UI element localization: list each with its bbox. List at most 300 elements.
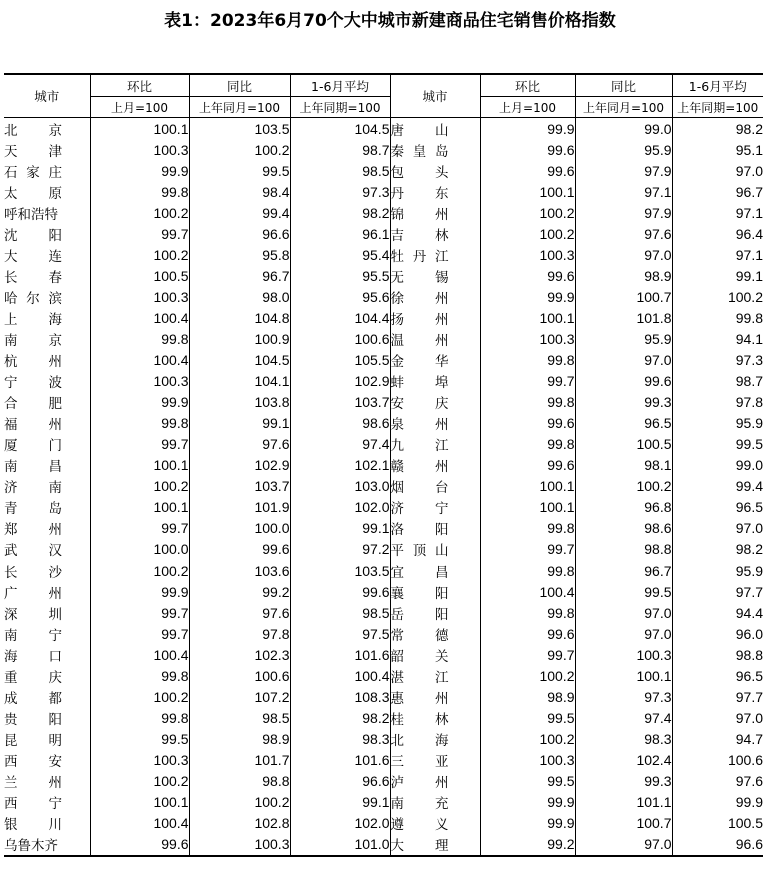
avg-right-value: 95.1 bbox=[735, 141, 763, 158]
mom-left-value: 100.2 bbox=[90, 686, 189, 707]
city-cell bbox=[4, 623, 90, 644]
yoy-left-value: 102.3 bbox=[189, 644, 290, 665]
city-cell bbox=[390, 728, 480, 749]
avg-right-value: 99.1 bbox=[735, 267, 763, 284]
city-cell bbox=[4, 792, 90, 813]
avg-right-value: 98.8 bbox=[735, 646, 763, 663]
mom-left-value: 100.1 bbox=[90, 497, 189, 518]
city-name: 大理 bbox=[390, 838, 449, 855]
avg-right-value: 94.1 bbox=[735, 330, 763, 347]
table-title: 表1：2023年6月70个大中城市新建商品住宅销售价格指数 bbox=[164, 11, 616, 31]
yoy-right-value: 99.3 bbox=[575, 770, 672, 791]
mom-right-value: 99.5 bbox=[480, 707, 575, 728]
header-city-right: 城市 bbox=[390, 74, 480, 118]
table-row bbox=[4, 813, 763, 834]
mom-left-value: 100.2 bbox=[90, 202, 189, 223]
yoy-left-value: 103.5 bbox=[189, 118, 290, 140]
table-row bbox=[4, 286, 763, 307]
city-cell bbox=[4, 686, 90, 707]
avg-left-value: 104.5 bbox=[290, 118, 390, 140]
city-name: 哈尔滨 bbox=[4, 290, 62, 307]
mom-left-value: 99.8 bbox=[90, 181, 189, 202]
city-cell bbox=[390, 307, 480, 328]
city-name: 合肥 bbox=[4, 396, 62, 413]
city-cell bbox=[390, 160, 480, 181]
yoy-right-value: 99.5 bbox=[575, 581, 672, 602]
city-cell bbox=[4, 770, 90, 791]
avg-left-value: 99.1 bbox=[290, 518, 390, 539]
mom-left-value: 99.6 bbox=[90, 834, 189, 856]
avg-right-value: 98.2 bbox=[735, 541, 763, 558]
city-cell bbox=[390, 118, 480, 140]
city-name: 福州 bbox=[4, 417, 62, 434]
city-cell bbox=[390, 181, 480, 202]
yoy-right-value: 98.1 bbox=[575, 455, 672, 476]
city-name: 锦州 bbox=[390, 206, 449, 223]
city-cell bbox=[4, 118, 90, 140]
header-mom-right: 环比 bbox=[480, 74, 575, 97]
header-mom-left: 环比 bbox=[90, 74, 189, 97]
avg-right-value: 97.7 bbox=[735, 583, 763, 600]
yoy-right-value: 99.6 bbox=[575, 371, 672, 392]
yoy-right-value: 97.0 bbox=[575, 244, 672, 265]
yoy-right-value: 97.0 bbox=[575, 834, 672, 856]
city-name: 唐山 bbox=[390, 122, 449, 139]
avg-right-value: 96.5 bbox=[735, 499, 763, 516]
city-cell bbox=[390, 602, 480, 623]
city-name: 牡丹江 bbox=[390, 248, 449, 265]
yoy-left-value: 99.4 bbox=[189, 202, 290, 223]
yoy-left-value: 99.2 bbox=[189, 581, 290, 602]
yoy-left-value: 101.9 bbox=[189, 497, 290, 518]
city-name: 大连 bbox=[4, 248, 62, 265]
yoy-left-value: 97.8 bbox=[189, 623, 290, 644]
yoy-right-value: 98.6 bbox=[575, 518, 672, 539]
city-name: 宜昌 bbox=[390, 564, 449, 581]
city-name: 上海 bbox=[4, 311, 62, 328]
yoy-left-value: 96.7 bbox=[189, 265, 290, 286]
city-name: 南充 bbox=[390, 796, 449, 813]
table-row bbox=[4, 707, 763, 728]
table-row bbox=[4, 581, 763, 602]
avg-left-value: 102.0 bbox=[290, 813, 390, 834]
city-cell bbox=[4, 328, 90, 349]
city-name: 襄阳 bbox=[390, 585, 449, 602]
city-name: 昆明 bbox=[4, 732, 62, 749]
city-cell bbox=[4, 350, 90, 371]
city-name: 烟台 bbox=[390, 480, 449, 497]
avg-left-value: 102.9 bbox=[290, 371, 390, 392]
yoy-right-value: 100.7 bbox=[575, 813, 672, 834]
yoy-right-value: 100.5 bbox=[575, 434, 672, 455]
mom-right-value: 100.2 bbox=[480, 728, 575, 749]
table-row bbox=[4, 328, 763, 349]
yoy-left-value: 98.5 bbox=[189, 707, 290, 728]
city-cell bbox=[390, 560, 480, 581]
city-name: 金华 bbox=[390, 354, 449, 371]
city-cell bbox=[4, 413, 90, 434]
mom-left-value: 99.5 bbox=[90, 728, 189, 749]
yoy-left-value: 100.6 bbox=[189, 665, 290, 686]
yoy-right-value: 99.0 bbox=[575, 118, 672, 140]
city-cell bbox=[4, 160, 90, 181]
header-mom-base-left: 上月=100 bbox=[90, 97, 189, 118]
city-name: 丹东 bbox=[390, 185, 449, 202]
yoy-right-value: 101.1 bbox=[575, 792, 672, 813]
yoy-left-value: 98.0 bbox=[189, 286, 290, 307]
city-name: 遵义 bbox=[390, 817, 449, 834]
avg-right-value: 97.1 bbox=[735, 246, 763, 263]
city-name: 武汉 bbox=[4, 543, 62, 560]
table-row bbox=[4, 434, 763, 455]
avg-right-value: 100.6 bbox=[727, 751, 763, 768]
yoy-right-value: 96.5 bbox=[575, 413, 672, 434]
mom-right-value: 99.6 bbox=[480, 623, 575, 644]
city-cell bbox=[390, 476, 480, 497]
city-name: 桂林 bbox=[390, 711, 449, 728]
mom-left-value: 99.8 bbox=[90, 707, 189, 728]
avg-left-value: 108.3 bbox=[290, 686, 390, 707]
avg-left-value: 103.5 bbox=[290, 560, 390, 581]
yoy-left-value: 100.2 bbox=[189, 792, 290, 813]
city-cell bbox=[4, 834, 90, 856]
avg-right-value: 96.0 bbox=[735, 625, 763, 642]
avg-left-value: 97.2 bbox=[290, 539, 390, 560]
city-cell bbox=[390, 518, 480, 539]
mom-left-value: 99.7 bbox=[90, 602, 189, 623]
mom-right-value: 100.1 bbox=[480, 476, 575, 497]
mom-right-value: 98.9 bbox=[480, 686, 575, 707]
table-row bbox=[4, 202, 763, 223]
city-cell bbox=[390, 286, 480, 307]
avg-right-value: 97.6 bbox=[735, 772, 763, 789]
header-city-left: 城市 bbox=[4, 74, 90, 118]
yoy-left-value: 95.8 bbox=[189, 244, 290, 265]
yoy-left-value: 96.6 bbox=[189, 223, 290, 244]
mom-right-value: 99.6 bbox=[480, 265, 575, 286]
mom-left-value: 99.9 bbox=[90, 581, 189, 602]
city-name: 呼和浩特 bbox=[4, 206, 58, 223]
city-cell bbox=[390, 328, 480, 349]
yoy-right-value: 97.0 bbox=[575, 623, 672, 644]
city-cell bbox=[4, 560, 90, 581]
mom-right-value: 99.9 bbox=[480, 118, 575, 140]
city-cell bbox=[4, 265, 90, 286]
avg-right-value: 100.5 bbox=[727, 815, 763, 832]
city-name: 吉林 bbox=[390, 227, 449, 244]
table-row bbox=[4, 265, 763, 286]
table-row bbox=[4, 371, 763, 392]
city-cell bbox=[4, 371, 90, 392]
city-cell bbox=[390, 834, 480, 856]
avg-left-value: 95.6 bbox=[290, 286, 390, 307]
yoy-right-value: 99.3 bbox=[575, 392, 672, 413]
avg-left-value: 101.6 bbox=[290, 749, 390, 770]
city-cell bbox=[390, 644, 480, 665]
avg-right-value: 99.0 bbox=[735, 457, 763, 474]
city-name: 扬州 bbox=[390, 311, 449, 328]
city-cell bbox=[390, 497, 480, 518]
yoy-right-value: 98.8 bbox=[575, 539, 672, 560]
mom-left-value: 99.9 bbox=[90, 392, 189, 413]
price-index-table bbox=[4, 73, 763, 857]
yoy-left-value: 97.6 bbox=[189, 602, 290, 623]
city-cell bbox=[4, 602, 90, 623]
yoy-left-value: 107.2 bbox=[189, 686, 290, 707]
city-cell bbox=[4, 139, 90, 160]
mom-right-value: 100.2 bbox=[480, 665, 575, 686]
city-cell bbox=[390, 392, 480, 413]
yoy-left-value: 102.8 bbox=[189, 813, 290, 834]
city-name: 北京 bbox=[4, 122, 62, 139]
city-name: 青岛 bbox=[4, 501, 62, 518]
city-name: 长春 bbox=[4, 269, 62, 286]
avg-right-value: 97.8 bbox=[735, 394, 763, 411]
mom-left-value: 99.8 bbox=[90, 328, 189, 349]
avg-left-value: 102.1 bbox=[290, 455, 390, 476]
mom-left-value: 99.7 bbox=[90, 434, 189, 455]
city-cell bbox=[4, 307, 90, 328]
mom-right-value: 99.2 bbox=[480, 834, 575, 856]
yoy-right-value: 96.7 bbox=[575, 560, 672, 581]
mom-left-value: 100.2 bbox=[90, 770, 189, 791]
yoy-left-value: 99.1 bbox=[189, 413, 290, 434]
city-cell bbox=[4, 813, 90, 834]
city-name: 平顶山 bbox=[390, 543, 449, 560]
mom-left-value: 99.9 bbox=[90, 160, 189, 181]
city-cell bbox=[4, 181, 90, 202]
yoy-left-value: 103.7 bbox=[189, 476, 290, 497]
yoy-right-value: 98.3 bbox=[575, 728, 672, 749]
city-name: 常德 bbox=[390, 627, 449, 644]
yoy-right-value: 100.7 bbox=[575, 286, 672, 307]
city-name: 乌鲁木齐 bbox=[4, 838, 58, 855]
avg-right-value: 97.0 bbox=[735, 162, 763, 179]
city-name: 赣州 bbox=[390, 459, 449, 476]
city-name: 无锡 bbox=[390, 269, 449, 286]
yoy-left-value: 104.8 bbox=[189, 307, 290, 328]
city-cell bbox=[390, 139, 480, 160]
yoy-right-value: 100.2 bbox=[575, 476, 672, 497]
city-cell bbox=[4, 202, 90, 223]
mom-left-value: 100.3 bbox=[90, 371, 189, 392]
table-row bbox=[4, 623, 763, 644]
table-row bbox=[4, 244, 763, 265]
yoy-right-value: 97.0 bbox=[575, 350, 672, 371]
yoy-left-value: 100.0 bbox=[189, 518, 290, 539]
yoy-left-value: 99.5 bbox=[189, 160, 290, 181]
mom-left-value: 100.4 bbox=[90, 307, 189, 328]
city-name: 兰州 bbox=[4, 774, 62, 791]
yoy-right-value: 97.4 bbox=[575, 707, 672, 728]
mom-right-value: 99.8 bbox=[480, 602, 575, 623]
city-cell bbox=[390, 539, 480, 560]
city-name: 岳阳 bbox=[390, 606, 449, 623]
mom-left-value: 99.7 bbox=[90, 518, 189, 539]
header-yoy-right: 同比 bbox=[575, 74, 672, 97]
city-name: 郑州 bbox=[4, 522, 62, 539]
mom-right-value: 99.6 bbox=[480, 455, 575, 476]
avg-right-value: 97.0 bbox=[735, 709, 763, 726]
yoy-left-value: 103.8 bbox=[189, 392, 290, 413]
avg-right-value: 98.2 bbox=[735, 120, 763, 137]
city-name: 西安 bbox=[4, 753, 62, 770]
table-row bbox=[4, 392, 763, 413]
city-cell bbox=[4, 434, 90, 455]
city-name: 广州 bbox=[4, 585, 62, 602]
mom-right-value: 100.1 bbox=[480, 307, 575, 328]
table-row bbox=[4, 560, 763, 581]
yoy-right-value: 100.1 bbox=[575, 665, 672, 686]
city-cell bbox=[390, 749, 480, 770]
avg-right-value: 99.4 bbox=[735, 478, 763, 495]
city-name: 贵阳 bbox=[4, 711, 62, 728]
avg-right-value: 98.7 bbox=[735, 373, 763, 390]
city-cell bbox=[390, 202, 480, 223]
yoy-right-value: 95.9 bbox=[575, 139, 672, 160]
table-row bbox=[4, 497, 763, 518]
yoy-left-value: 104.1 bbox=[189, 371, 290, 392]
mom-right-value: 100.1 bbox=[480, 497, 575, 518]
city-cell bbox=[4, 497, 90, 518]
table-row bbox=[4, 223, 763, 244]
yoy-right-value: 97.9 bbox=[575, 202, 672, 223]
table-row bbox=[4, 834, 763, 856]
avg-left-value: 98.7 bbox=[290, 139, 390, 160]
city-cell bbox=[4, 707, 90, 728]
avg-left-value: 103.0 bbox=[290, 476, 390, 497]
city-name: 徐州 bbox=[390, 290, 449, 307]
table-row bbox=[4, 792, 763, 813]
city-name: 西宁 bbox=[4, 796, 62, 813]
avg-right-value: 95.9 bbox=[735, 415, 763, 432]
yoy-left-value: 98.9 bbox=[189, 728, 290, 749]
mom-right-value: 99.9 bbox=[480, 792, 575, 813]
mom-left-value: 100.3 bbox=[90, 286, 189, 307]
yoy-right-value: 97.0 bbox=[575, 602, 672, 623]
avg-right-value: 99.9 bbox=[735, 794, 763, 811]
city-name: 北海 bbox=[390, 732, 449, 749]
city-cell bbox=[390, 455, 480, 476]
city-cell bbox=[4, 518, 90, 539]
yoy-left-value: 100.3 bbox=[189, 834, 290, 856]
city-name: 太原 bbox=[4, 185, 62, 202]
table-row bbox=[4, 728, 763, 749]
city-cell bbox=[390, 686, 480, 707]
table-body bbox=[4, 118, 763, 856]
avg-left-value: 98.2 bbox=[290, 202, 390, 223]
city-cell bbox=[390, 265, 480, 286]
header-avg-left: 1-6月平均 bbox=[290, 74, 390, 97]
city-name: 石家庄 bbox=[4, 164, 62, 181]
mom-right-value: 100.4 bbox=[480, 581, 575, 602]
table-row bbox=[4, 350, 763, 371]
city-cell bbox=[390, 813, 480, 834]
city-name: 成都 bbox=[4, 690, 62, 707]
header-avg-base-left: 上年同期=100 bbox=[290, 97, 390, 118]
mom-left-value: 100.0 bbox=[90, 539, 189, 560]
mom-right-value: 99.7 bbox=[480, 371, 575, 392]
yoy-right-value: 97.6 bbox=[575, 223, 672, 244]
yoy-left-value: 104.5 bbox=[189, 350, 290, 371]
avg-right-value: 99.5 bbox=[735, 436, 763, 453]
avg-right-value: 100.2 bbox=[727, 288, 763, 305]
table-row bbox=[4, 307, 763, 328]
table-row bbox=[4, 160, 763, 181]
avg-left-value: 95.4 bbox=[290, 244, 390, 265]
avg-right-value: 96.5 bbox=[735, 667, 763, 684]
avg-right-value: 94.4 bbox=[735, 604, 763, 621]
avg-left-value: 98.2 bbox=[290, 707, 390, 728]
city-cell bbox=[390, 792, 480, 813]
yoy-left-value: 99.6 bbox=[189, 539, 290, 560]
mom-right-value: 99.8 bbox=[480, 392, 575, 413]
yoy-left-value: 103.6 bbox=[189, 560, 290, 581]
city-cell bbox=[4, 728, 90, 749]
city-name: 济宁 bbox=[390, 501, 449, 518]
avg-right-value: 97.0 bbox=[735, 520, 763, 537]
avg-left-value: 97.5 bbox=[290, 623, 390, 644]
city-name: 泉州 bbox=[390, 417, 449, 434]
table-row bbox=[4, 770, 763, 791]
yoy-right-value: 95.9 bbox=[575, 328, 672, 349]
header-yoy-left: 同比 bbox=[189, 74, 290, 97]
city-name: 长沙 bbox=[4, 564, 62, 581]
avg-left-value: 103.7 bbox=[290, 392, 390, 413]
mom-right-value: 100.3 bbox=[480, 328, 575, 349]
city-name: 九江 bbox=[390, 438, 449, 455]
city-name: 秦皇岛 bbox=[390, 143, 449, 160]
mom-right-value: 99.5 bbox=[480, 770, 575, 791]
mom-right-value: 99.6 bbox=[480, 413, 575, 434]
mom-right-value: 99.6 bbox=[480, 139, 575, 160]
mom-left-value: 100.4 bbox=[90, 350, 189, 371]
mom-right-value: 99.9 bbox=[480, 813, 575, 834]
yoy-left-value: 101.7 bbox=[189, 749, 290, 770]
city-name: 天津 bbox=[4, 143, 62, 160]
mom-left-value: 99.8 bbox=[90, 413, 189, 434]
table-row bbox=[4, 686, 763, 707]
city-cell bbox=[4, 223, 90, 244]
yoy-right-value: 98.9 bbox=[575, 265, 672, 286]
table-row bbox=[4, 539, 763, 560]
city-name: 蚌埠 bbox=[390, 375, 449, 392]
city-cell bbox=[390, 244, 480, 265]
city-name: 洛阳 bbox=[390, 522, 449, 539]
yoy-left-value: 98.4 bbox=[189, 181, 290, 202]
city-cell bbox=[390, 223, 480, 244]
yoy-left-value: 100.9 bbox=[189, 328, 290, 349]
city-cell bbox=[4, 749, 90, 770]
mom-left-value: 99.7 bbox=[90, 623, 189, 644]
yoy-right-value: 102.4 bbox=[575, 749, 672, 770]
avg-left-value: 105.5 bbox=[290, 350, 390, 371]
city-name: 南宁 bbox=[4, 627, 62, 644]
table-row bbox=[4, 602, 763, 623]
city-name: 杭州 bbox=[4, 354, 62, 371]
city-name: 银川 bbox=[4, 817, 62, 834]
mom-right-value: 99.8 bbox=[480, 518, 575, 539]
city-name: 宁波 bbox=[4, 375, 62, 392]
table-row bbox=[4, 413, 763, 434]
table-row bbox=[4, 665, 763, 686]
avg-left-value: 101.6 bbox=[290, 644, 390, 665]
mom-left-value: 100.1 bbox=[90, 455, 189, 476]
mom-left-value: 100.3 bbox=[90, 139, 189, 160]
city-name: 深圳 bbox=[4, 606, 62, 623]
mom-left-value: 99.8 bbox=[90, 665, 189, 686]
city-name: 南京 bbox=[4, 332, 62, 349]
